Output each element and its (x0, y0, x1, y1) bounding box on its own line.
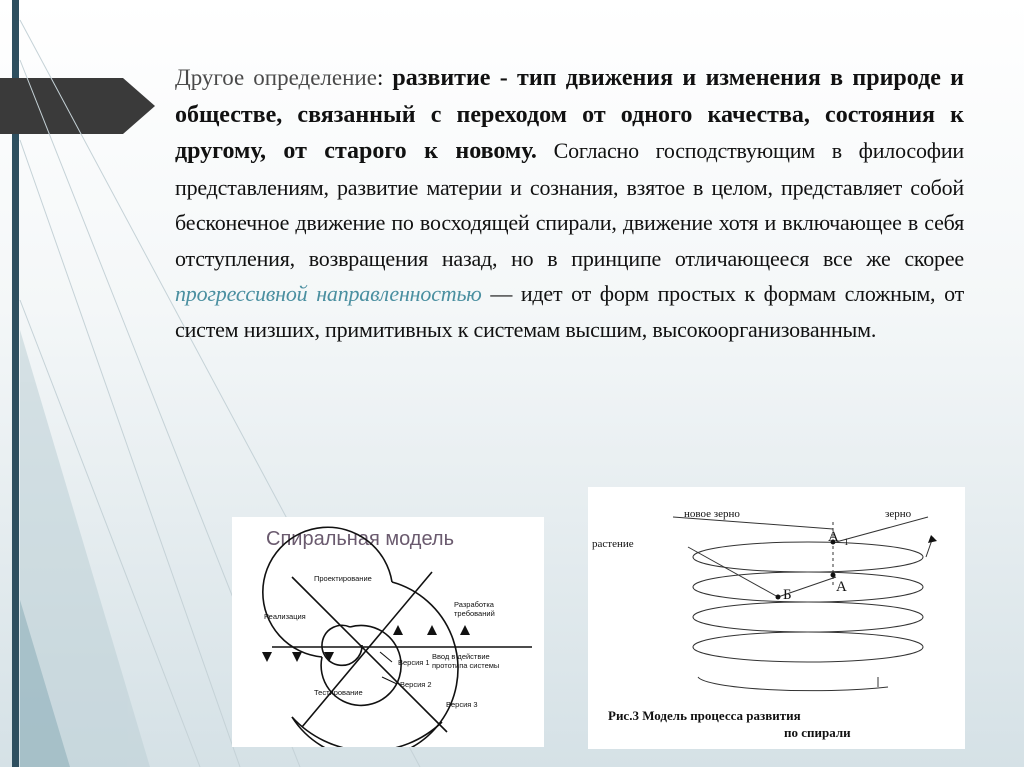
caption-line-2: по спирали (784, 725, 851, 740)
label-implementation: Реализация (264, 612, 306, 621)
label-prototype-1: Ввод в действие (432, 652, 490, 661)
caption-line-1: Рис.3 Модель процесса развития (608, 708, 801, 723)
definition-body-2: — идет от форм простых к формам сложным, от систем низших, примитивных к системам высшим, высокоорганизованным. (175, 281, 965, 342)
label-version-2: Версия 2 (400, 680, 432, 689)
label-prototype-2: прототипа системы (432, 661, 500, 670)
definition-text (175, 60, 964, 347)
label-design: Проектирование (314, 574, 372, 583)
label-new-grain: новое зерно (684, 508, 740, 520)
definition-colon: : (376, 65, 393, 90)
definition-body-1: Согласно господствующим в философии представлениям, развитие материи и сознания, взятое в целом, представляет собой бесконечное движение по восходящей спирали, движение хотя и включающее в себя отступления, возвращения назад, но в принципе отличающееся все же скорее (175, 138, 964, 271)
spiral-model-title: Спиральная модель (266, 528, 454, 550)
label-version-3: Версия 3 (446, 700, 478, 709)
label-a: А (836, 579, 847, 595)
title-arrow-shape (0, 78, 155, 134)
label-a1-sub: 1 (844, 537, 849, 547)
label-requirements-2: требований (454, 609, 495, 618)
label-grain: зерно (885, 508, 912, 520)
development-spiral-figure (588, 487, 965, 749)
label-requirements-1: Разработка (454, 600, 494, 609)
progressive-direction-link[interactable]: прогрессивной направленностью (175, 281, 482, 306)
label-version-1: Версия 1 (398, 658, 430, 667)
spiral-model-figure (232, 517, 544, 747)
label-plant: растение (592, 538, 634, 550)
label-a1: А (828, 529, 839, 545)
definition-bold: развитие - тип движения и изменения в природе и обществе, связанный с переходом от одного качества, состояния к другому, от старого к новому. (175, 65, 964, 164)
definition-lead: Другое определение (175, 65, 377, 90)
label-testing: Тестирование (314, 688, 363, 697)
label-b: Б (783, 587, 792, 603)
